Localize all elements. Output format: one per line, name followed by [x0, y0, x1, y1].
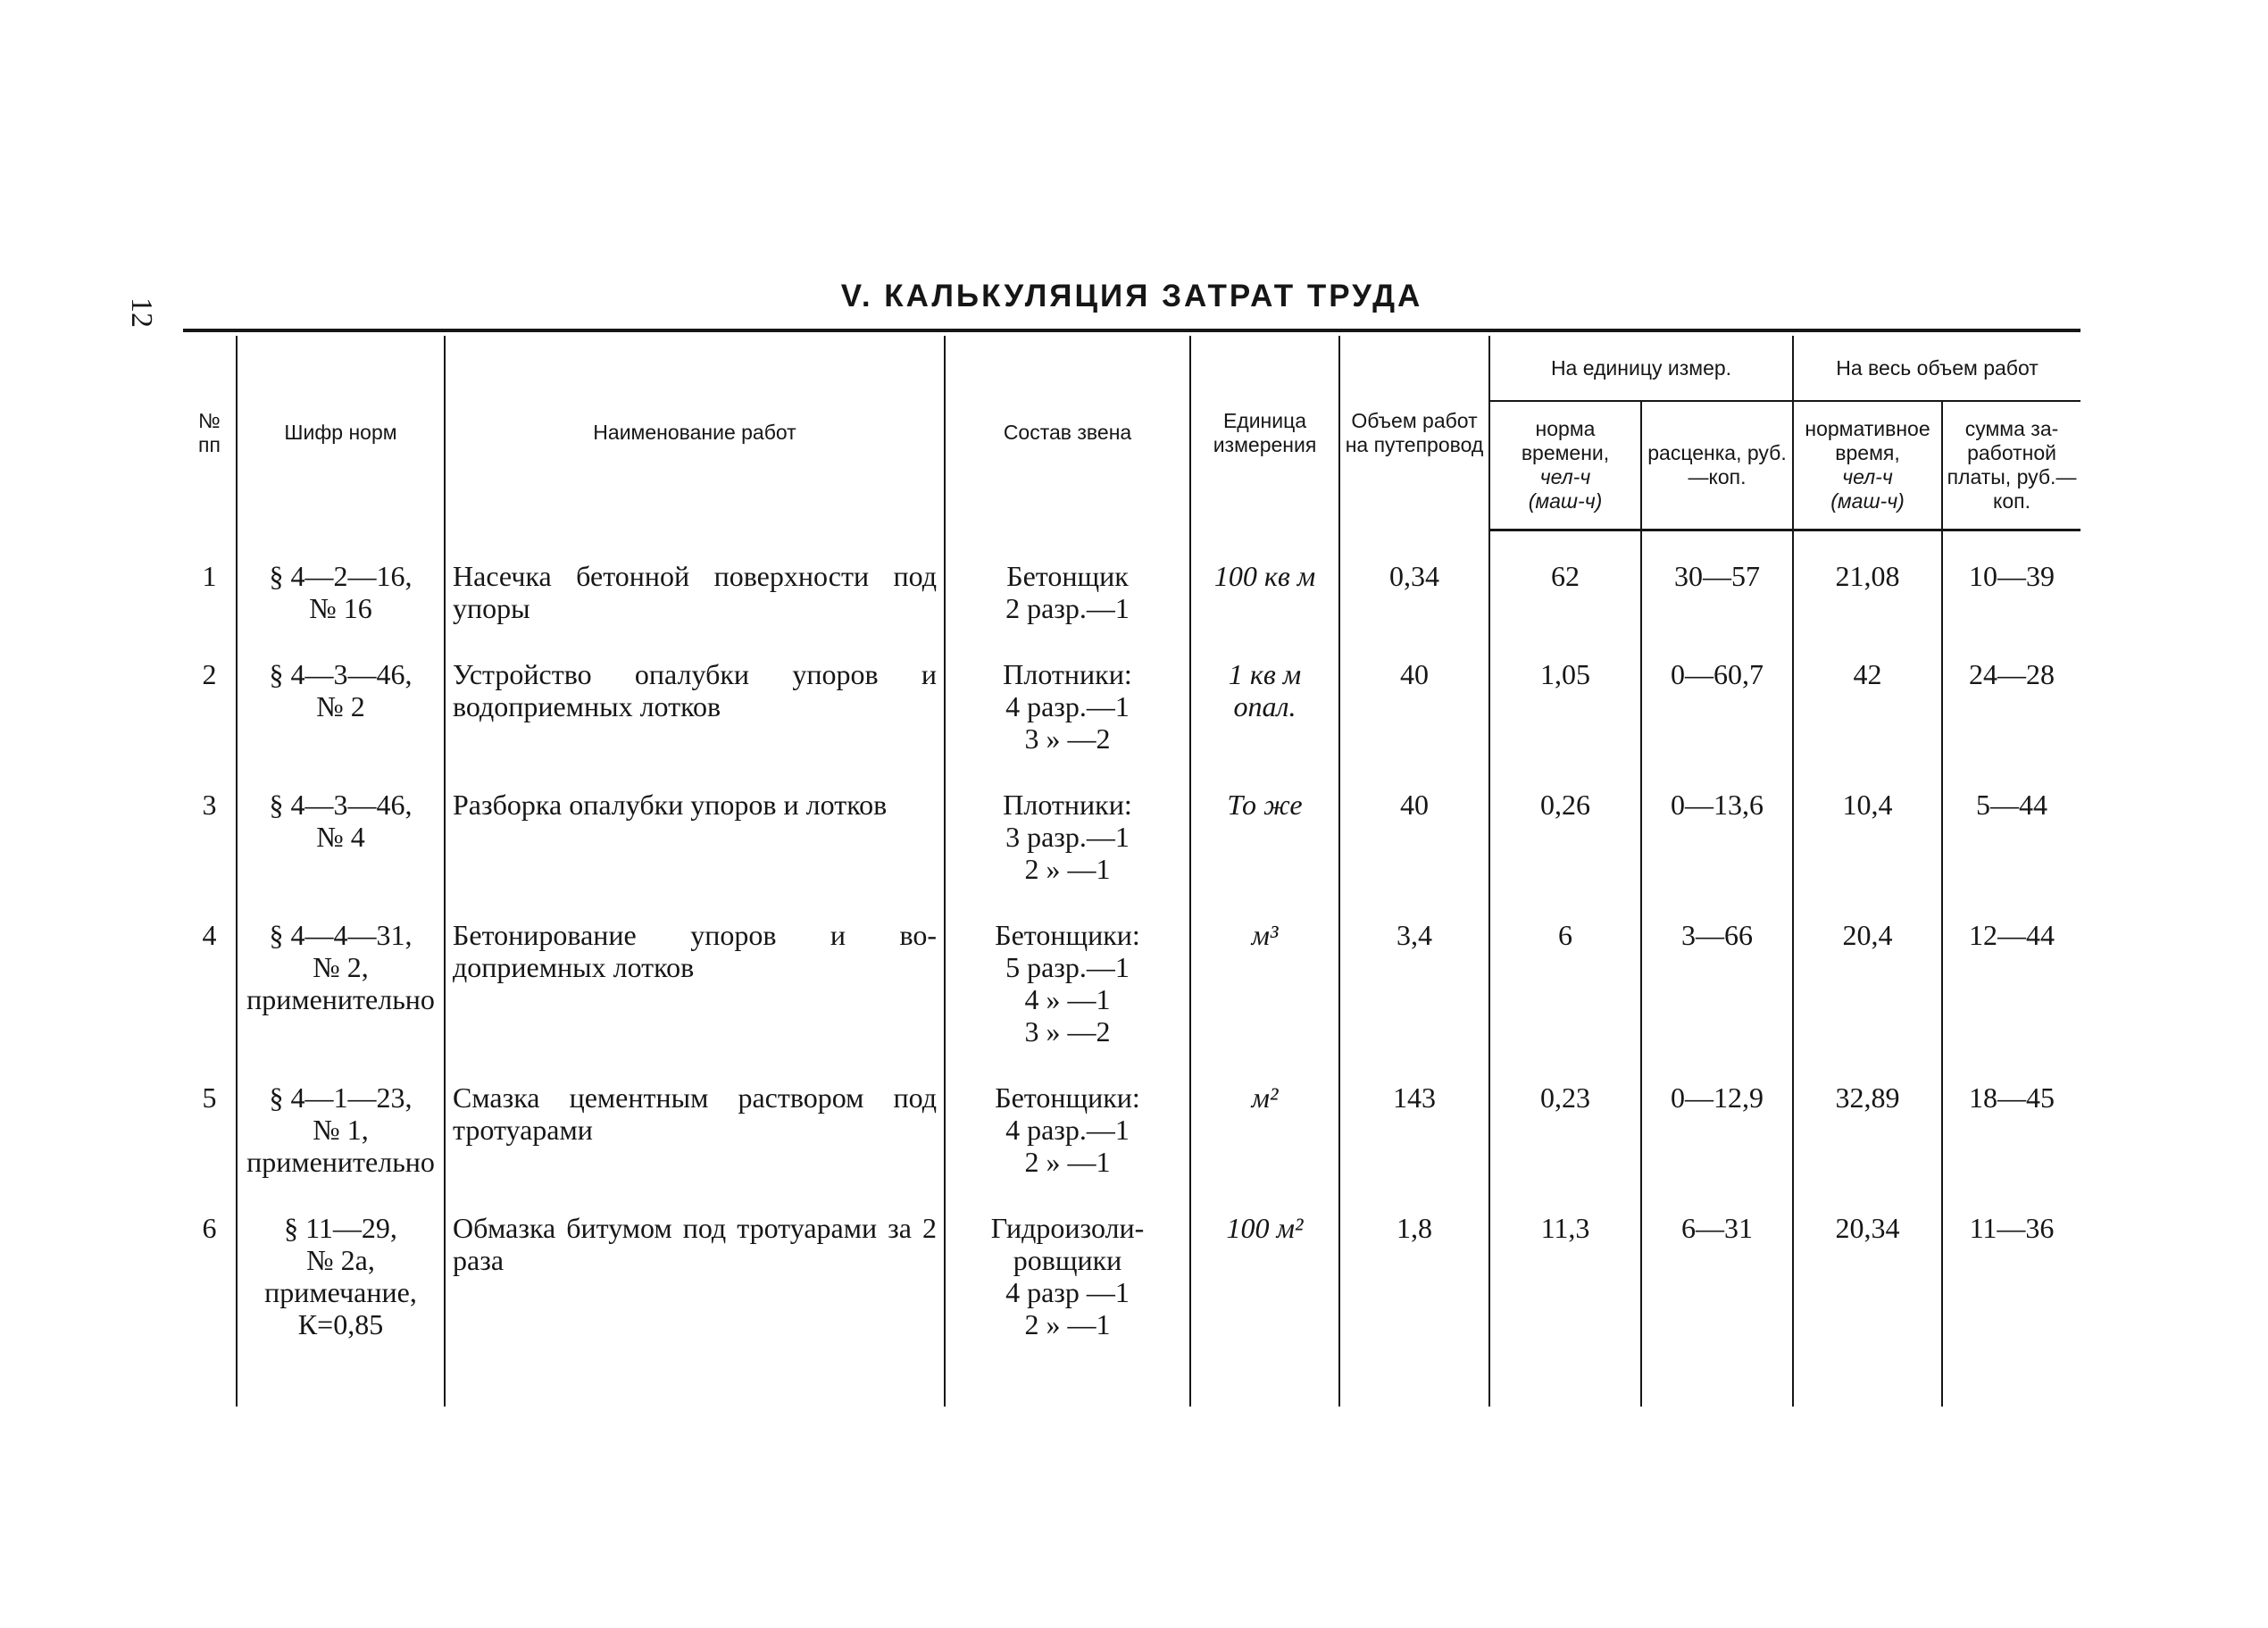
header-norm-time-unit: чел-ч	[1539, 465, 1591, 488]
wage-sum-cell: 5—44	[1942, 785, 2080, 915]
measure-unit-cell: 100 м²	[1190, 1208, 1339, 1371]
work-name-cell: Бетонирование упоров и водоприемных лотков	[445, 915, 945, 1078]
header-norm-time-machine: (маш-ч)	[1528, 489, 1603, 513]
norm-total-time-cell: 10,4	[1793, 785, 1942, 915]
row-number-cell: 5	[183, 1078, 237, 1208]
norm-code-cell: § 4—1—23, № 1, применительно	[237, 1078, 445, 1208]
measure-unit-cell: 100 кв м	[1190, 556, 1339, 655]
header-code: Шифр норм	[237, 336, 445, 530]
work-volume-cell: 3,4	[1339, 915, 1489, 1078]
table-body	[183, 530, 2080, 1407]
wage-sum-cell: 11—36	[1942, 1208, 2080, 1371]
wage-sum-cell: 12—44	[1942, 915, 2080, 1078]
row-number-cell: 3	[183, 785, 237, 915]
work-name-cell: Смазка цементным раствором под тротуарами	[445, 1078, 945, 1208]
table-row	[183, 655, 2080, 785]
norm-total-time-cell: 32,89	[1793, 1078, 1942, 1208]
header-norm-time	[1489, 401, 1641, 530]
header-unit: Единица измерения	[1190, 336, 1339, 530]
header-norm-total-machine: (маш-ч)	[1830, 489, 1905, 513]
wage-sum-cell: 10—39	[1942, 556, 2080, 655]
measure-unit-cell: м³	[1190, 915, 1339, 1078]
work-volume-cell: 40	[1339, 655, 1489, 785]
norm-time-cell: 11,3	[1489, 1208, 1641, 1371]
work-name-cell: Насечка бетонной поверхности под упоры	[445, 556, 945, 655]
row-number-cell: 1	[183, 556, 237, 655]
table-row	[183, 556, 2080, 655]
rate-cell: 30—57	[1641, 556, 1793, 655]
crew-composition-cell: Гидроизолировщики 4 разр —1 2 » —1	[945, 1208, 1190, 1371]
header-num: № пп	[183, 336, 237, 530]
row-number-cell: 6	[183, 1208, 237, 1371]
row-number-cell: 4	[183, 915, 237, 1078]
norm-code-cell: § 4—3—46, № 2	[237, 655, 445, 785]
header-rate: расценка, руб.—коп.	[1641, 401, 1793, 530]
header-name: Наименование работ	[445, 336, 945, 530]
work-name-cell: Разборка опалубки упоров и лотков	[445, 785, 945, 915]
work-volume-cell: 143	[1339, 1078, 1489, 1208]
norm-time-cell: 0,23	[1489, 1078, 1641, 1208]
work-name-cell: Обмазка битумом под тротуарами за 2 раза	[445, 1208, 945, 1371]
crew-composition-cell: Бетонщики: 5 разр.—1 4 » —1 3 » —2	[945, 915, 1190, 1078]
norm-total-time-cell: 21,08	[1793, 556, 1942, 655]
table-row	[183, 1078, 2080, 1208]
crew-composition-cell: Плотники: 3 разр.—1 2 » —1	[945, 785, 1190, 915]
norm-time-cell: 0,26	[1489, 785, 1641, 915]
norm-time-cell: 6	[1489, 915, 1641, 1078]
labor-cost-table	[183, 336, 2080, 1407]
measure-unit-cell: 1 кв м опал.	[1190, 655, 1339, 785]
norm-time-cell: 1,05	[1489, 655, 1641, 785]
header-norm-total-unit: чел-ч	[1842, 465, 1893, 488]
work-volume-cell: 1,8	[1339, 1208, 1489, 1371]
rate-cell: 0—60,7	[1641, 655, 1793, 785]
norm-total-time-cell: 42	[1793, 655, 1942, 785]
norm-code-cell: § 4—3—46, № 4	[237, 785, 445, 915]
norm-total-time-cell: 20,34	[1793, 1208, 1942, 1371]
row-number-cell: 2	[183, 655, 237, 785]
header-norm-time-label: норма времени,	[1521, 417, 1610, 464]
header-volume: Объем работ на путепровод	[1339, 336, 1489, 530]
norm-code-cell: § 4—2—16, № 16	[237, 556, 445, 655]
header-total-group: На весь объем работ	[1793, 336, 2080, 401]
crew-composition-cell: Бетонщик 2 разр.—1	[945, 556, 1190, 655]
work-volume-cell: 0,34	[1339, 556, 1489, 655]
table-row	[183, 785, 2080, 915]
document-title: V. КАЛЬКУЛЯЦИЯ ЗАТРАТ ТРУДА	[840, 279, 1423, 313]
measure-unit-cell: м²	[1190, 1078, 1339, 1208]
rate-cell: 6—31	[1641, 1208, 1793, 1371]
title-rule	[183, 329, 2080, 332]
wage-sum-cell: 24—28	[1942, 655, 2080, 785]
rate-cell: 3—66	[1641, 915, 1793, 1078]
page-number: 12	[125, 297, 158, 328]
wage-sum-cell: 18—45	[1942, 1078, 2080, 1208]
header-norm-total-label: нормативное время,	[1805, 417, 1930, 464]
crew-composition-cell: Бетонщики: 4 разр.—1 2 » —1	[945, 1078, 1190, 1208]
norm-code-cell: § 4—4—31, № 2, применительно	[237, 915, 445, 1078]
table-row	[183, 915, 2080, 1078]
table-row	[183, 1208, 2080, 1371]
crew-composition-cell: Плотники: 4 разр.—1 3 » —2	[945, 655, 1190, 785]
norm-time-cell: 62	[1489, 556, 1641, 655]
rate-cell: 0—13,6	[1641, 785, 1793, 915]
norm-code-cell: § 11—29, № 2а, примечание, К=0,85	[237, 1208, 445, 1371]
table-spacer-row	[183, 530, 2080, 557]
measure-unit-cell: То же	[1190, 785, 1339, 915]
table-end-row	[183, 1371, 2080, 1407]
header-per-unit-group: На единицу измер.	[1489, 336, 1793, 401]
header-crew: Состав звена	[945, 336, 1190, 530]
work-volume-cell: 40	[1339, 785, 1489, 915]
header-wage-sum: сумма заработной платы, руб.—коп.	[1942, 401, 2080, 530]
work-name-cell: Устройство опалубки упоров и водоприемных лотков	[445, 655, 945, 785]
header-norm-total	[1793, 401, 1942, 530]
norm-total-time-cell: 20,4	[1793, 915, 1942, 1078]
rate-cell: 0—12,9	[1641, 1078, 1793, 1208]
